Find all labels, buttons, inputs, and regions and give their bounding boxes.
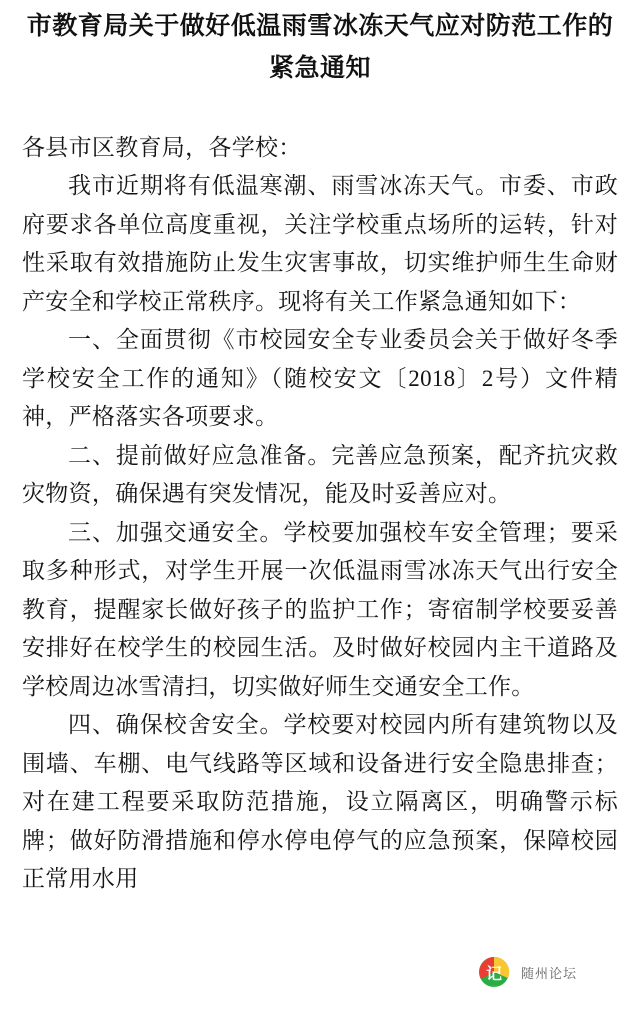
paragraph-1: 我市近期将有低温寒潮、雨雪冰冻天气。市委、市政府要求各单位高度重视，关注学校重点场所的运转，针对性采取有效措施防止发生灾害事故，切实维护师生生命财产安全和学校正常秩序。现将有关工作紧急通知如下： [22, 173, 618, 314]
watermark [474, 949, 624, 995]
title-line-2: 紧急通知 [268, 55, 371, 82]
svg-text:记: 记 [485, 966, 503, 983]
paragraph-3: 二、提前做好应急准备。完善应急预案，配齐抗灾救灾物资，确保遇有突发情况，能及时妥善应对。 [22, 442, 618, 506]
salutation: 各县市区教育局，各学校： [22, 135, 302, 160]
watermark-text: 随州论坛 [521, 965, 578, 981]
forum-logo-icon [474, 952, 514, 992]
page-title [22, 6, 618, 90]
title-line-1: 市教育局关于做好低温雨雪冰冻天气应对防范工作的 [26, 13, 614, 40]
paragraph-4: 三、加强交通安全。学校要加强校车安全管理；要采取多种形式，对学生开展一次低温雨雪冰冻天气出行安全教育，提醒家长做好孩子的监护工作；寄宿制学校要妥善安排好在校学生的校园生活。及时做好校园内主干道路及学校周边冰雪清扫，切实做好师生交通安全工作。 [22, 519, 618, 699]
paragraph-5: 四、确保校舍安全。学校要对校园内所有建筑物以及围墙、车棚、电气线路等区域和设备进行安全隐患排查；对在建工程要采取防范措施，设立隔离区，明确警示标牌；做好防滑措施和停水停电停气的应急预案，保障校园正常用水用 [22, 712, 618, 891]
paragraph-2: 一、全面贯彻《市校园安全专业委员会关于做好冬季学校安全工作的通知》（随校安文〔2018〕2号）文件精神，严格落实各项要求。 [22, 327, 618, 429]
